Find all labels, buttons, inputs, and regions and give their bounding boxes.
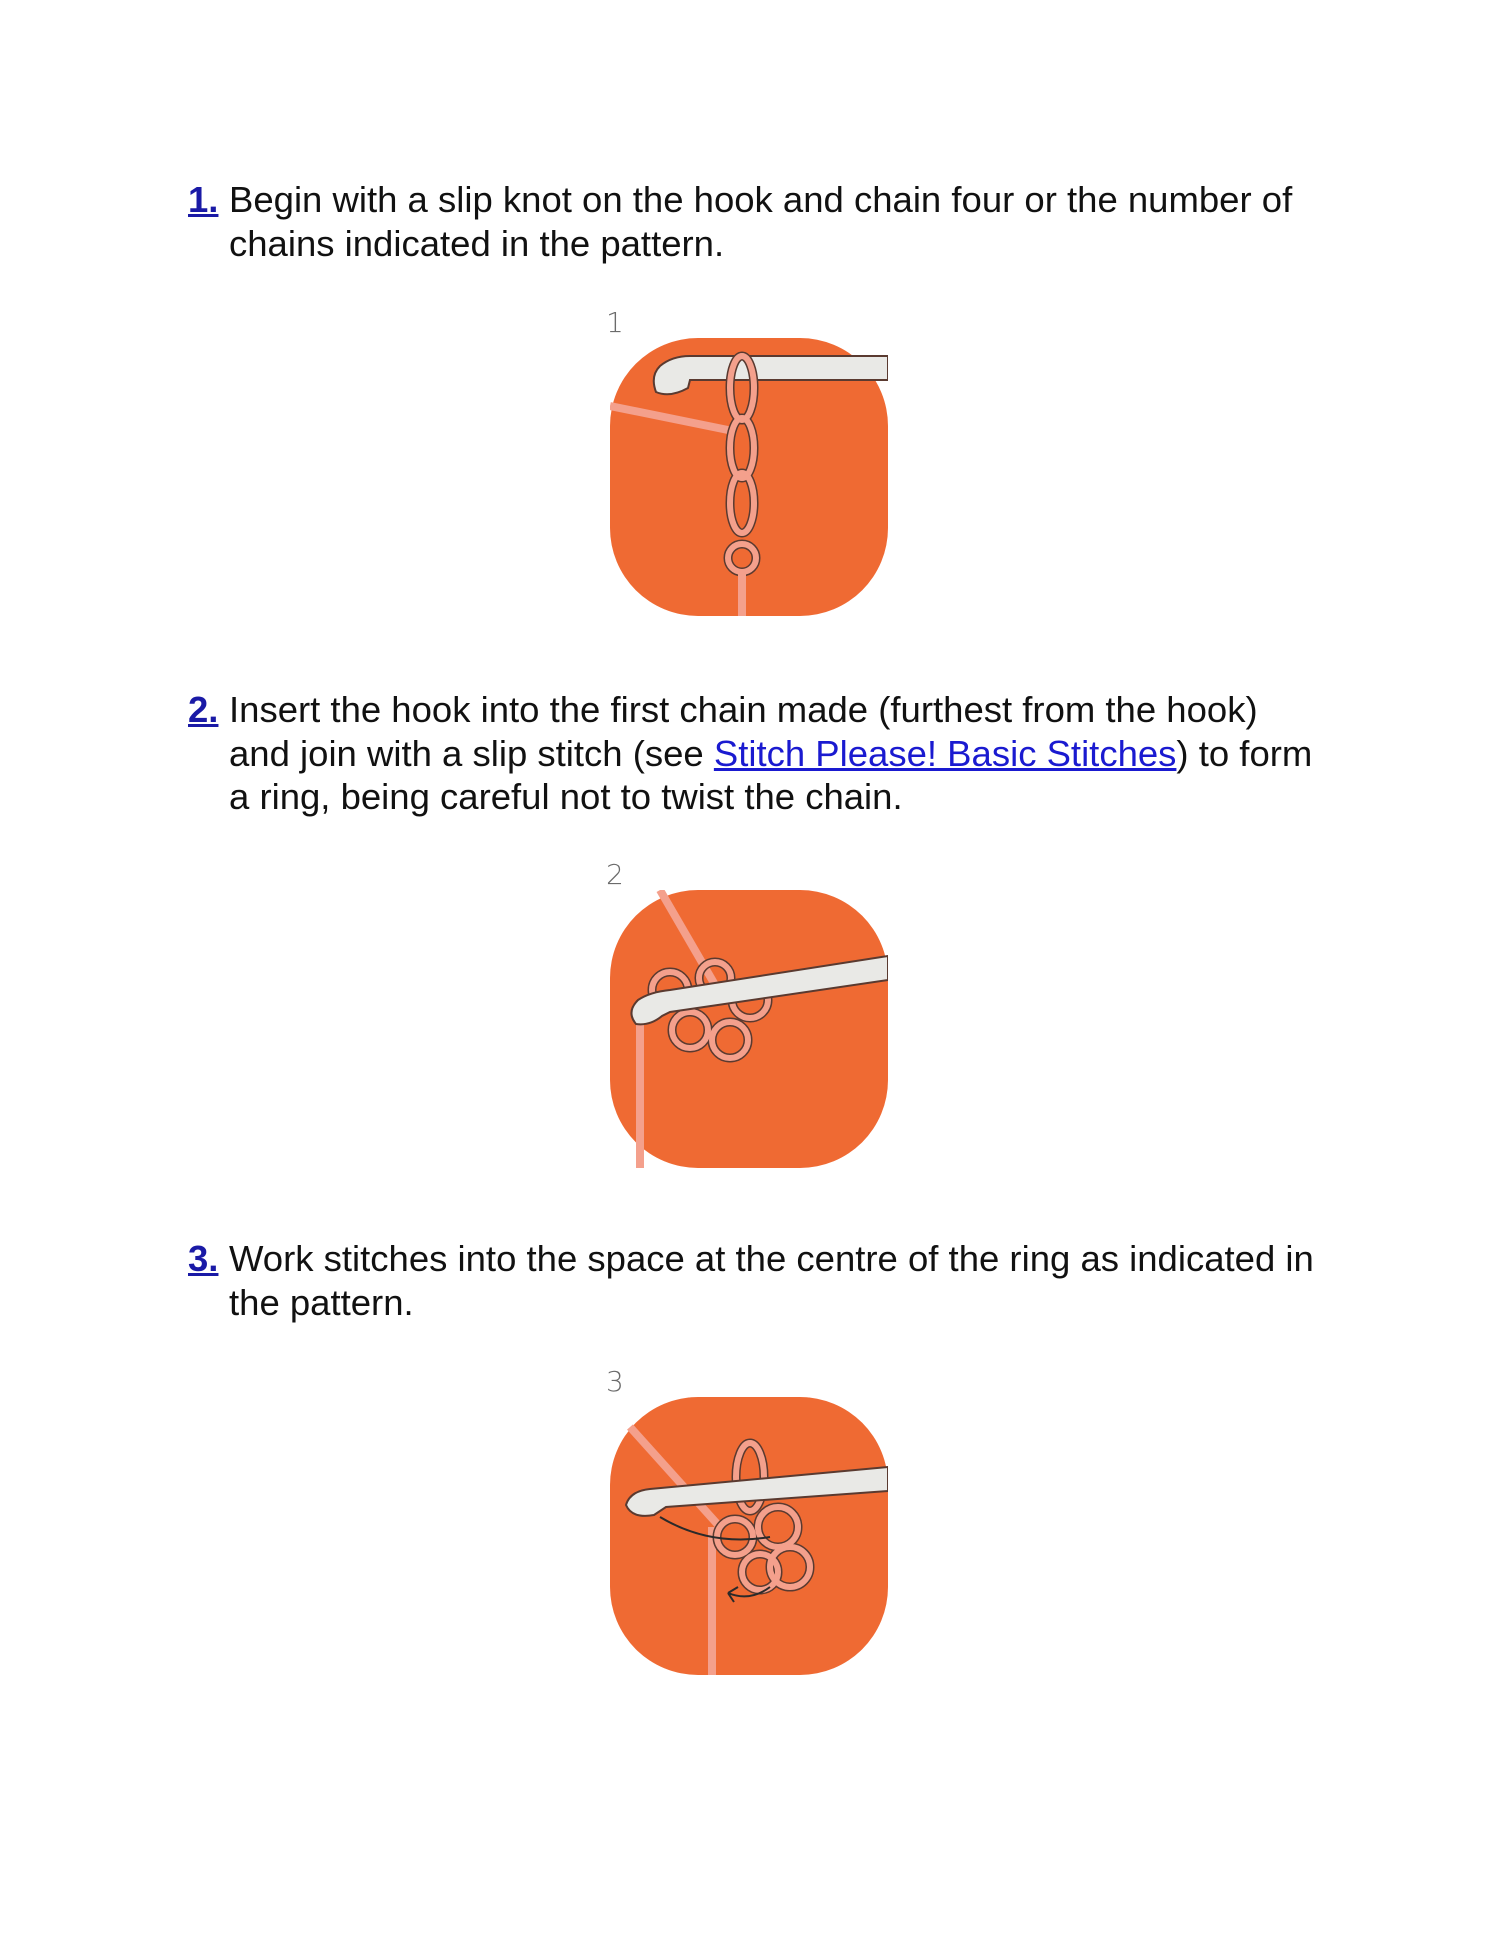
figure-1-chain-illustration: [610, 338, 888, 616]
chain-illustration-icon: [610, 338, 888, 616]
step-1-number-link[interactable]: 1.: [188, 179, 219, 220]
stitches-illustration-icon: [610, 1397, 888, 1675]
figure-1-label: 1: [606, 306, 624, 339]
step-2-text-after: ) to form a ring, being careful not to twist the chain.: [229, 732, 1313, 817]
step-3-number-link[interactable]: 3.: [188, 1238, 219, 1279]
step-3-text: Work stitches into the space at the centre of the ring as indicated in the pattern.: [229, 1238, 1314, 1323]
figure-2-ring-illustration: [610, 890, 888, 1168]
basic-stitches-link[interactable]: Stitch Please! Basic Stitches: [713, 732, 1177, 774]
step-2-number-link[interactable]: 2.: [188, 689, 219, 730]
ring-illustration-icon: [610, 890, 888, 1168]
step-3: [188, 1237, 1328, 1324]
step-1-text: Begin with a slip knot on the hook and chain four or the number of chains indicated in the pattern.: [229, 179, 1293, 264]
step-2: [188, 688, 1328, 819]
figure-3-label: 3: [606, 1365, 624, 1398]
step-2-text-before: Insert the hook into the first chain made (furthest from the hook) and join with a slip stitch (see: [229, 689, 1258, 774]
figure-3-stitches-illustration: [610, 1397, 888, 1675]
step-1: [188, 178, 1328, 265]
step-2-text: [229, 688, 1328, 819]
figure-2-label: 2: [606, 858, 624, 891]
